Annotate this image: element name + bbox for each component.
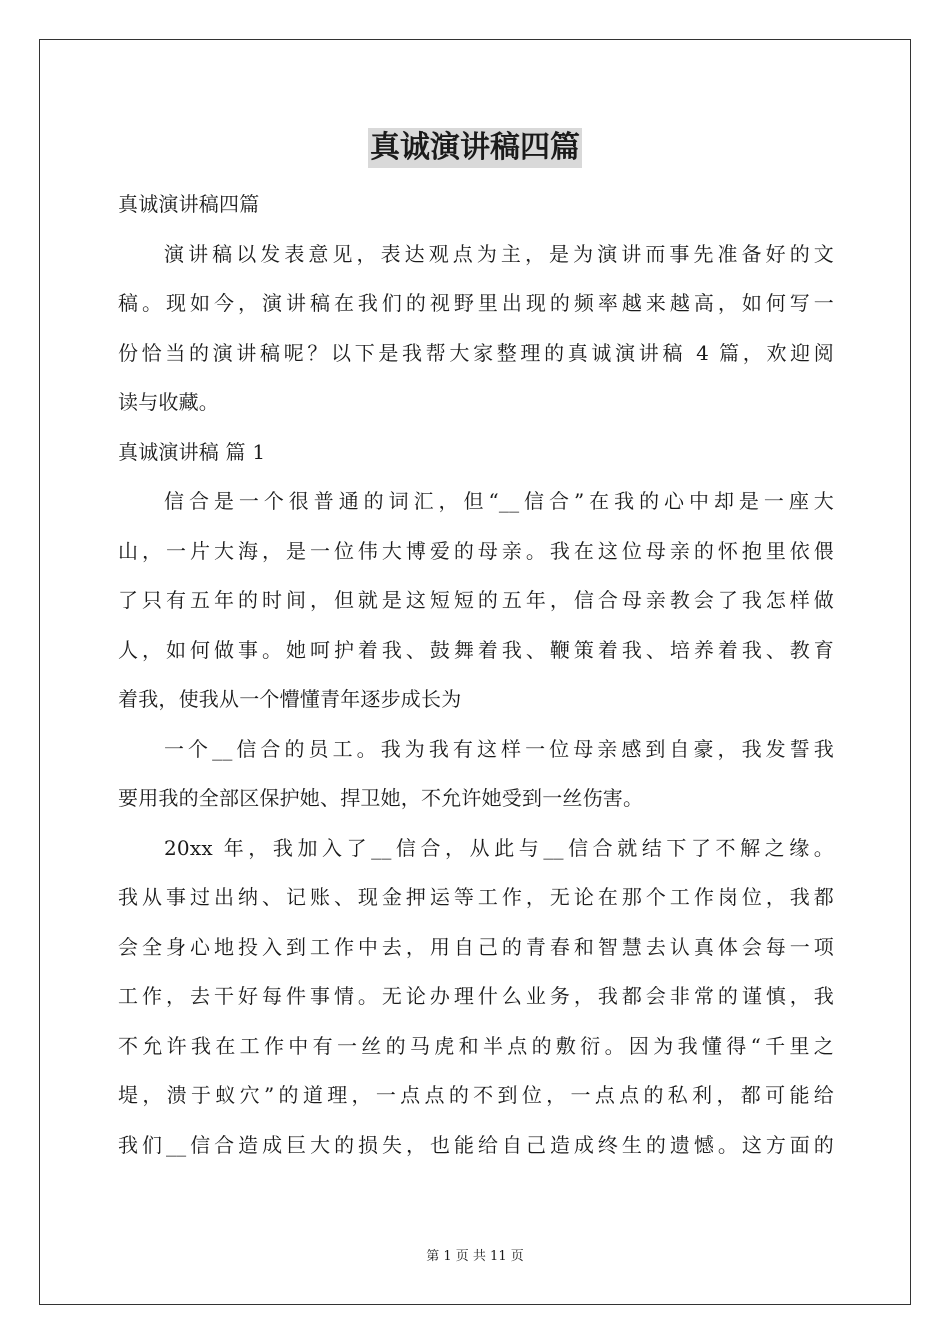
text-line: 不允许我在工作中有一丝的马虎和半点的敷衍。因为我懂得“千里之: [118, 1033, 834, 1058]
text-line: 演讲稿以发表意见，表达观点为主，是为演讲而事先准备好的文: [164, 241, 834, 266]
text-line: 真诚演讲稿四篇: [118, 192, 260, 216]
document-title: 真诚演讲稿四篇: [368, 128, 582, 168]
text-line: 要用我的全部区保护她、捍卫她，不允许她受到一丝伤害。: [118, 786, 644, 810]
title-container: [0, 128, 950, 168]
page-footer: 第 1 页 共 11 页: [426, 1249, 524, 1264]
text-line: 20xx 年，我加入了__信合，从此与__信合就结下了不解之缘。: [164, 835, 834, 860]
text-line: 份恰当的演讲稿呢？以下是我帮大家整理的真诚演讲稿 4 篇，欢迎阅: [118, 340, 834, 365]
document-body: [118, 180, 834, 1170]
text-line: 稿。现如今，演讲稿在我们的视野里出现的频率越来越高，如何写一: [118, 291, 834, 315]
text-line: 人，如何做事。她呵护着我、鼓舞着我、鞭策着我、培养着我、教育: [118, 637, 834, 662]
text-line: 信合是一个很普通的词汇，但“__信合”在我的心中却是一座大: [164, 489, 834, 513]
text-line: 一个__信合的员工。我为我有这样一位母亲感到自豪，我发誓我: [164, 736, 834, 761]
text-line: 真诚演讲稿 篇 1: [118, 439, 266, 464]
text-line: 着我，使我从一个懵懂青年逐步成长为: [118, 687, 462, 711]
text-line: 山，一片大海，是一位伟大博爱的母亲。我在这位母亲的怀抱里依偎: [118, 538, 834, 563]
text-line: 会全身心地投入到工作中去，用自己的青春和智慧去认真体会每一项: [118, 934, 834, 959]
text-line: 我从事过出纳、记账、现金押运等工作，无论在那个工作岗位，我都: [118, 885, 834, 909]
text-line: 工作，去干好每件事情。无论办理什么业务，我都会非常的谨慎，我: [118, 984, 834, 1008]
text-line: 了只有五年的时间，但就是这短短的五年，信合母亲教会了我怎样做: [118, 588, 834, 612]
text-line: 我们__信合造成巨大的损失，也能给自己造成终生的遗憾。这方面的: [118, 1132, 834, 1157]
text-line: 读与收藏。: [118, 390, 219, 414]
text-line: 堤，溃于蚁穴”的道理，一点点的不到位，一点点的私利，都可能给: [118, 1083, 834, 1107]
